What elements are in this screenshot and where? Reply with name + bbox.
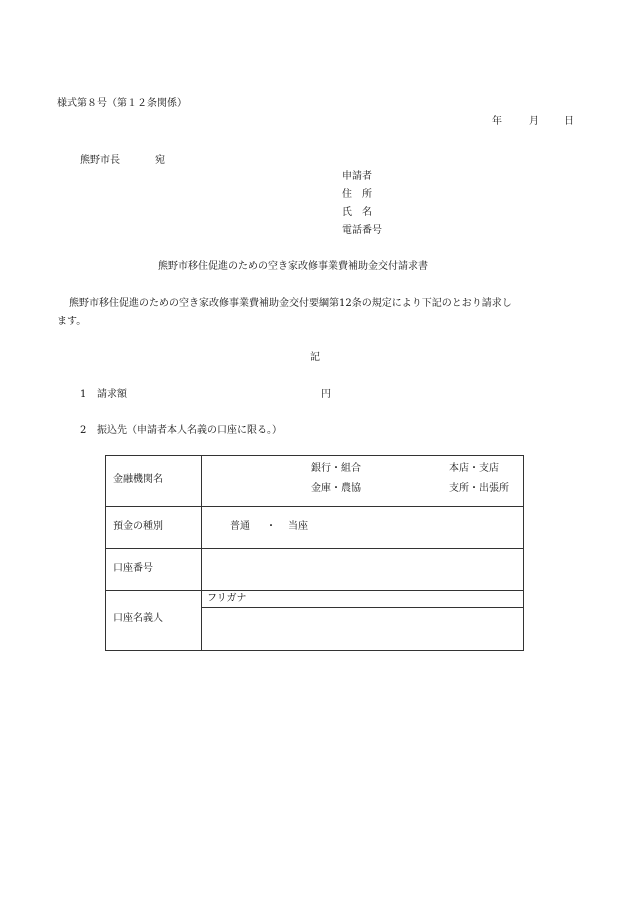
furigana-label: フリガナ [207, 593, 247, 604]
account-type-ordinary: 普通 [230, 521, 250, 532]
date-year-label: 年 [492, 116, 502, 127]
table-column-divider [201, 455, 202, 651]
table-border-bottom [105, 650, 524, 651]
row-label-account-type: 預金の種別 [113, 521, 163, 532]
applicant-address-label: 住 所 [342, 189, 372, 200]
item-1-label: 請求額 [97, 389, 127, 400]
row-label-account-holder: 口座名義人 [113, 613, 163, 624]
note-heading: 記 [310, 352, 320, 363]
branch-type-options-2: 支所・出張所 [449, 483, 509, 494]
addressee-name: 熊野市長 [80, 155, 120, 166]
table-border-right [523, 455, 524, 651]
applicant-phone-label: 電話番号 [342, 225, 382, 236]
row-label-account-number: 口座番号 [113, 563, 153, 574]
body-line-2: ます。 [57, 316, 87, 327]
date-month-label: 月 [529, 116, 539, 127]
document-title: 熊野市移住促進のための空き家改修事業費補助金交付請求書 [158, 261, 428, 272]
date-day-label: 日 [564, 116, 574, 127]
bank-type-options-2: 金庫・農協 [311, 483, 361, 494]
table-furigana-divider [201, 607, 524, 608]
bank-type-options-1: 銀行・組合 [311, 463, 361, 474]
account-type-separator: ・ [266, 521, 276, 532]
row-label-bank-name: 金融機関名 [113, 474, 163, 485]
applicant-name-label: 氏 名 [342, 207, 372, 218]
table-row-divider-1 [105, 506, 524, 507]
item-1-unit: 円 [321, 389, 331, 400]
item-2-label: 振込先（申請者本人名義の口座に限る。） [97, 425, 282, 436]
body-line-1: 熊野市移住促進のための空き家改修事業費補助金交付要綱第12条の規定により下記のとおり請求し [69, 298, 512, 309]
item-2-number: 2 [80, 425, 87, 436]
table-row-divider-2 [105, 548, 524, 549]
table-border-left [105, 455, 106, 651]
form-number: 様式第８号（第１２条関係） [57, 98, 187, 109]
item-1-number: 1 [80, 389, 87, 400]
applicant-label: 申請者 [342, 171, 372, 182]
branch-type-options-1: 本店・支店 [449, 463, 499, 474]
account-type-current: 当座 [288, 521, 308, 532]
addressee-honorific: 宛 [155, 155, 165, 166]
table-row-divider-3 [105, 590, 524, 591]
table-border-top [105, 455, 524, 456]
